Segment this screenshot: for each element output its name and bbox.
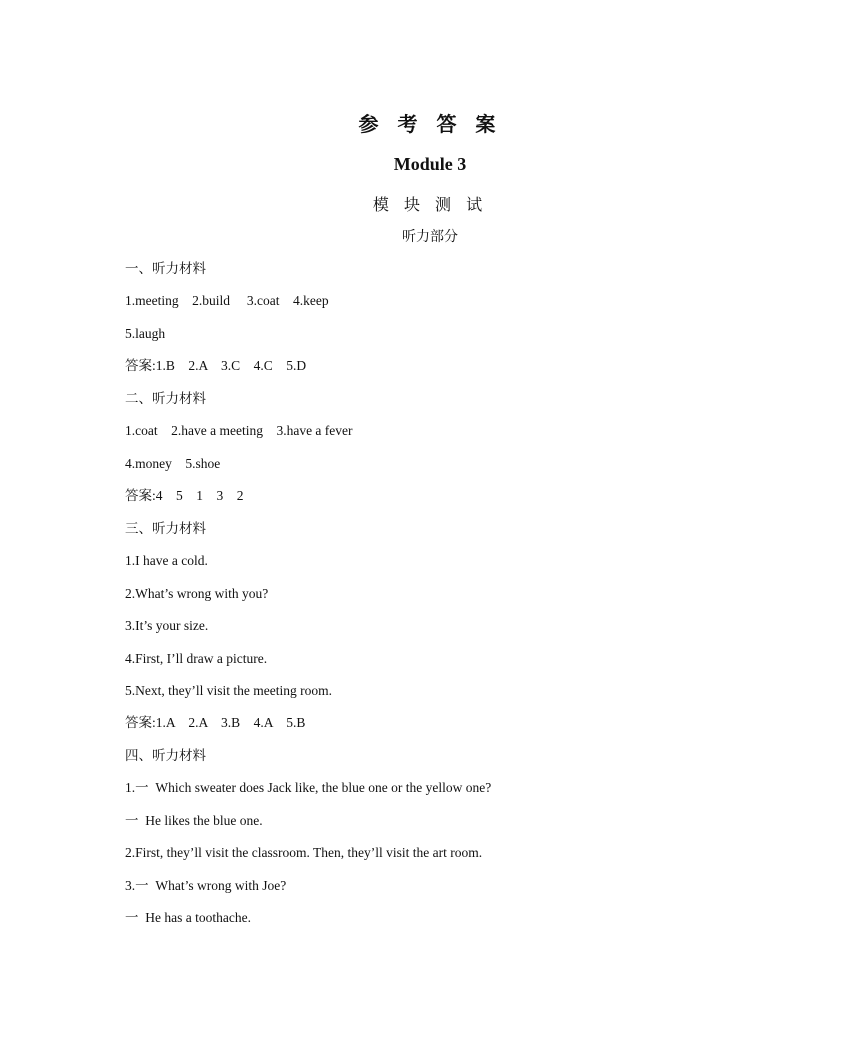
section-1-heading: 一、听力材料 <box>125 261 206 277</box>
section-4-line-4: 3.一 What’s wrong with Joe? <box>125 878 287 893</box>
section-3-line-3: 3.It’s your size. <box>125 618 209 633</box>
section-3-line-1: 1.I have a cold. <box>125 553 208 568</box>
section-4-line-3: 2.First, they’ll visit the classroom. Then, they’ll visit the art room. <box>125 845 483 860</box>
section-4-line-1: 1.一 Which sweater does Jack like, the blue one or the yellow one? <box>125 780 492 795</box>
page-title: 参 考 答 案 <box>358 112 502 136</box>
section-4-heading: 四、听力材料 <box>125 748 206 764</box>
section-1-line-1: 1.meeting 2.build 3.coat 4.keep <box>125 293 329 308</box>
section-2-answer: 答案:4 5 1 3 2 <box>125 488 244 503</box>
test-subtitle: 模 块 测 试 <box>372 195 488 214</box>
section-2-line-2: 4.money 5.shoe <box>125 456 221 471</box>
section-4-line-5: 一 He has a toothache. <box>125 910 251 925</box>
section-3-line-2: 2.What’s wrong with you? <box>125 586 269 601</box>
module-title: Module 3 <box>393 154 467 174</box>
section-4-line-2: 一 He likes the blue one. <box>125 813 263 828</box>
section-2-line-1: 1.coat 2.have a meeting 3.have a fever <box>125 423 353 438</box>
section-3-answer: 答案:1.A 2.A 3.B 4.A 5.B <box>125 715 306 730</box>
section-1-answer: 答案:1.B 2.A 3.C 4.C 5.D <box>125 358 307 373</box>
section-3-line-4: 4.First, I’ll draw a picture. <box>125 651 268 666</box>
section-3-heading: 三、听力材料 <box>125 521 206 537</box>
section-2-heading: 二、听力材料 <box>125 391 206 407</box>
section-3-line-5: 5.Next, they’ll visit the meeting room. <box>125 683 332 698</box>
section-1-line-2: 5.laugh <box>125 326 166 341</box>
part-label: 听力部分 <box>402 229 458 245</box>
